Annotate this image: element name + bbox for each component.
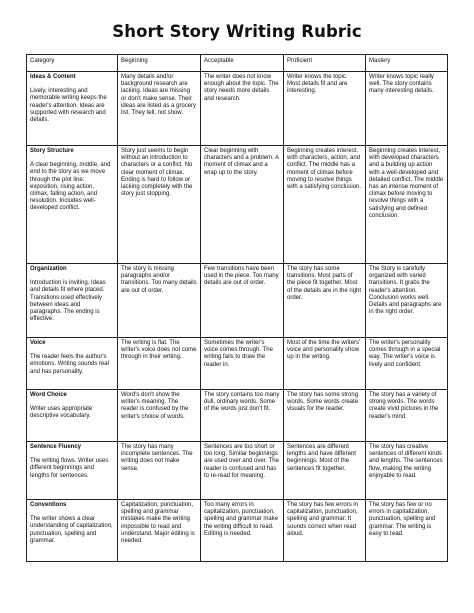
column-header-category: Category	[27, 55, 118, 72]
category-cell	[27, 264, 118, 338]
table-row	[27, 442, 448, 500]
column-header-acceptable: Acceptable	[201, 55, 284, 72]
mastery-cell: The Story is carefully organized with varied transitions. It grabs the reader's attention. Conclusion works well. Details and paragraphs are in the right order.	[366, 264, 448, 338]
category-cell	[27, 442, 118, 500]
table-row	[27, 146, 448, 264]
category-description: The writer shows a clear understanding of capitalization, punctuation, spelling and grammar.	[30, 516, 113, 544]
mastery-cell: The story has few or no errors in capitalization, punctuation, spelling and grammar. The writing is easy to read.	[366, 500, 448, 562]
category-name: Conventions	[30, 502, 67, 508]
category-name: Voice	[30, 340, 46, 346]
column-header-mastery: Mastery	[366, 55, 448, 72]
category-name: Word Choice	[30, 392, 67, 398]
beginning-cell: The writing is flat. The writer's voice does not come through in their writing.	[118, 338, 201, 390]
beginning-cell: Capitalization, punctuation, spelling and grammar mistakes make the writing impossible to read and understand. Major editing is needed.	[118, 500, 201, 562]
acceptable-cell: Sometimes the writer's voice comes through. The writing fails to draw the reader in.	[201, 338, 284, 390]
table-row	[27, 72, 448, 146]
acceptable-cell: The writer does not know enough about the topic. The story needs more details and research.	[201, 72, 284, 146]
category-cell	[27, 500, 118, 562]
table-row	[27, 264, 448, 338]
category-cell	[27, 338, 118, 390]
proficient-cell: Sentences are different lengths and have different beginnings. Most of the sentences fit together.	[284, 442, 366, 500]
page-title: Short Story Writing Rubric	[112, 22, 362, 41]
proficient-cell: The story has some strong words. Some words create visuals for the reader.	[284, 390, 366, 442]
category-description: Lively, interesting and memorable writing keeps the reader's attention. Ideas are supported with research and details.	[30, 88, 107, 124]
table-row	[27, 338, 448, 390]
acceptable-cell: Few transitions have been used in the piece. Too many details are out of order.	[201, 264, 284, 338]
beginning-cell: The story has many incomplete sentences. The writing does not make sense.	[118, 442, 201, 500]
category-name: Organization	[30, 266, 67, 272]
mastery-cell: The story has creative sentences of different kinds and lengths. The sentences flow, making the writing enjoyable to read.	[366, 442, 448, 500]
category-name: Story Structure	[30, 148, 74, 154]
beginning-cell: The story is missing paragraphs and/or transitions. Too many details are out of order.	[118, 264, 201, 338]
proficient-cell: Writer knows the topic. Most details fit and are interesting.	[284, 72, 366, 146]
table-header-row	[27, 55, 448, 72]
proficient-cell: Most of the time the writers' voice and personality show up in the writing.	[284, 338, 366, 390]
acceptable-cell: Sentences are too short or too long. Similar beginnings are used over and over. The reader is confused and has to re-read for meaning.	[201, 442, 284, 500]
column-header-beginning: Beginning	[118, 55, 201, 72]
mastery-cell: The story has a variety of strong words. The words create vivid pictures in the reader's mind.	[366, 390, 448, 442]
category-description: The writing flows. Writer uses different beginnings and lengths for sentences.	[30, 458, 109, 479]
proficient-cell: The story has some transitions. Most parts of the piece fit together. Most of the details are in the right order.	[284, 264, 366, 338]
mastery-cell: The writer's personality comes through in a special way. The writer's voice is lively and confident.	[366, 338, 448, 390]
proficient-cell: Beginning creates interest, with characters, action, and conflict. The middle has a moment of climax before moving to resolve things with a satisfying conclusion.	[284, 146, 366, 264]
beginning-cell: Word's don't show the writer's meaning. The reader is confused by the writer's choice of words.	[118, 390, 201, 442]
mastery-cell: Beginning creates interest, with developed characters and a building up action with a well-developed and detailed conflict. The middle has an intense moment of climax before moving to resolve things with a satisfying and defined conclusion.	[366, 146, 448, 264]
table-row	[27, 500, 448, 562]
acceptable-cell: Clear beginning with characters and a problem. A moment of climax and a wrap up to the story.	[201, 146, 284, 264]
category-cell	[27, 72, 118, 146]
category-cell	[27, 146, 118, 264]
beginning-cell: Many details and/or background research are lacking. Ideas are missing or don't make sense. Their ideas are listed as a grocery list. They tell, not show.	[118, 72, 201, 146]
proficient-cell: The story has few errors in capitalization, punctuation, spelling and grammar. It sounds correct when read aloud.	[284, 500, 366, 562]
category-cell	[27, 390, 118, 442]
category-name: Sentence Fluency	[30, 444, 82, 450]
table-row	[27, 390, 448, 442]
category-description: The reader feels the author's emotions. Writing sounds real and has personality.	[30, 354, 109, 375]
category-description: Writer uses appropriate descriptive vocabulary.	[30, 406, 93, 420]
acceptable-cell: The story contains too many dull, ordinary words. Some of the words just don't fit.	[201, 390, 284, 442]
category-description: Introduction is inviting. Ideas and details fit where placed. Transitions used effectively between ideas and paragraphs. The ending is effective.	[30, 280, 106, 323]
rubric-table	[26, 54, 448, 562]
beginning-cell: Story just seems to begin without an introduction to characters or a conflict. No clear moment of climax. Ending is hard to follow or lacking completely with the story just stopping.	[118, 146, 201, 264]
category-description: A clear beginning, middle, and end to the story as we move through the plot line: exposition, rising action, climax, falling action, and resolution. Includes well-developed conflict.	[30, 162, 111, 212]
acceptable-cell: Too many errors in capitalization, punctuation, spelling and grammar make the writing difficult to read. Editing is needed.	[201, 500, 284, 562]
category-name: Ideas & Content	[30, 74, 76, 80]
column-header-proficient: Proficient	[284, 55, 366, 72]
mastery-cell: Writer knows topic really well. The story contains many interesting details.	[366, 72, 448, 146]
